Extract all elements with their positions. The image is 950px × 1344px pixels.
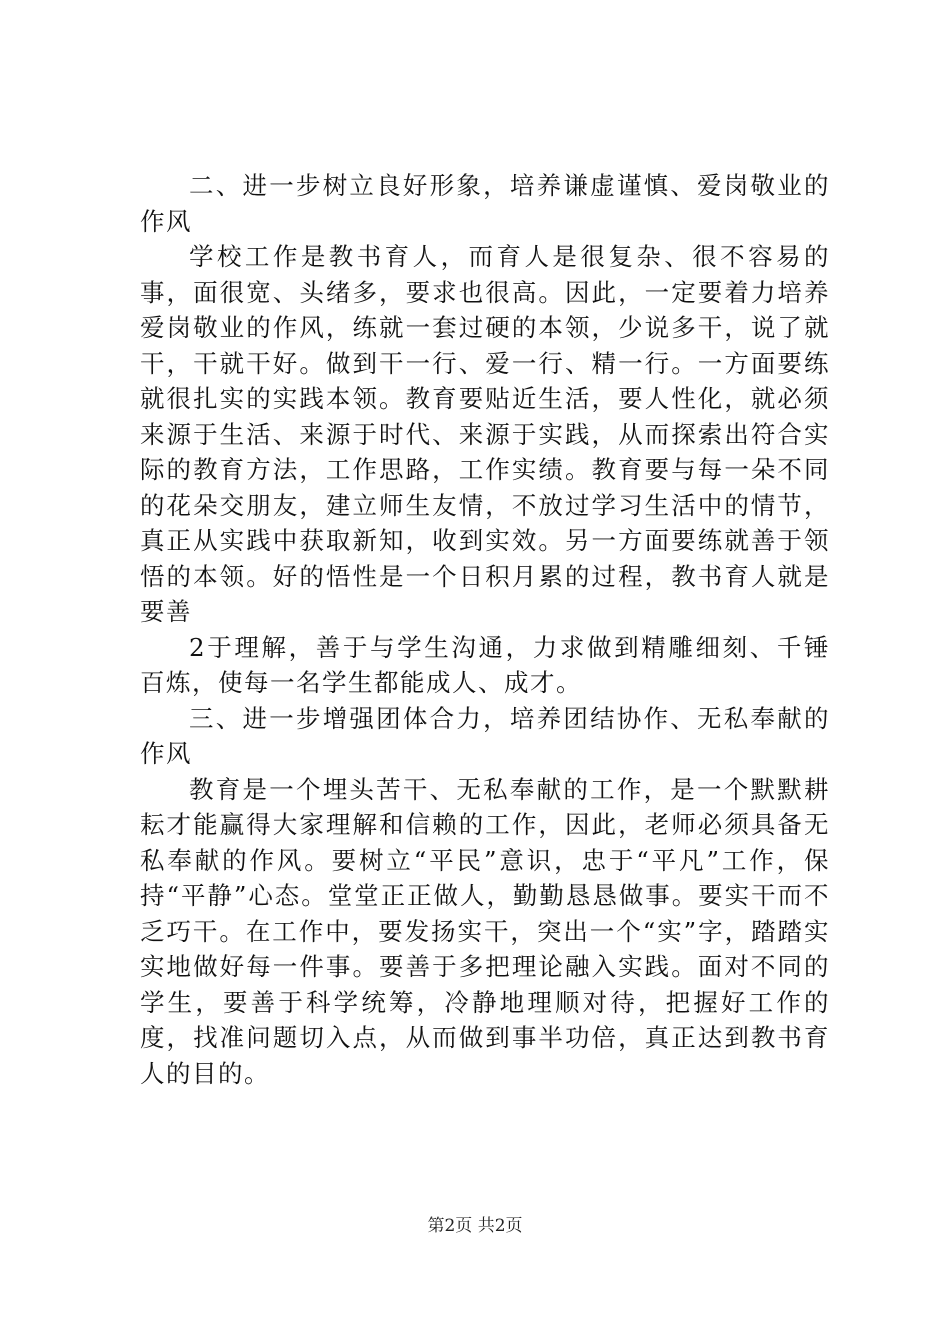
section-heading-3: 三、进一步增强团体合力，培养团结协作、无私奉献的作风 bbox=[140, 703, 830, 768]
document-body bbox=[140, 168, 830, 1091]
body-paragraph: 2于理解，善于与学生沟通，力求做到精雕细刻、千锤百炼，使每一名学生都能成人、成才。 bbox=[140, 632, 830, 697]
section-heading-2: 二、进一步树立良好形象，培养谦虚谨慎、爱岗敬业的作风 bbox=[140, 171, 830, 236]
page-number-footer: 第2页 共2页 bbox=[427, 1216, 523, 1236]
body-paragraph: 学校工作是教书育人，而育人是很复杂、很不容易的事，面很宽、头绪多，要求也很高。因此，一定要着力培养爱岗敬业的作风，练就一套过硬的本领，少说多干，说了就干，干就干好。做到干一行、爱一行、精一行。一方面要练就很扎实的实践本领。教育要贴近生活，要人性化，就必须来源于生活、来源于时代、来源于实践，从而探索出符合实际的教育方法，工作思路，工作实绩。教育要与每一朵不同的花朵交朋友，建立师生友情，不放过学习生活中的情节，真正从实践中获取新知，收到实效。另一方面要练就善于领悟的本领。好的悟性是一个日积月累的过程，教书育人就是要善 bbox=[140, 242, 830, 626]
body-paragraph: 教育是一个埋头苦干、无私奉献的工作，是一个默默耕耘才能赢得大家理解和信赖的工作，因此，老师必须具备无私奉献的作风。要树立“平民”意识，忠于“平凡”工作，保持“平静”心态。堂堂正正做人，勤勤恳恳做事。要实干而不乏巧干。在工作中，要发扬实干，突出一个“实”字，踏踏实实地做好每一件事。要善于多把理论融入实践。面对不同的学生，要善于科学统筹，冷静地理顺对待，把握好工作的度，找准问题切入点，从而做到事半功倍，真正达到教书育人的目的。 bbox=[140, 774, 830, 1088]
